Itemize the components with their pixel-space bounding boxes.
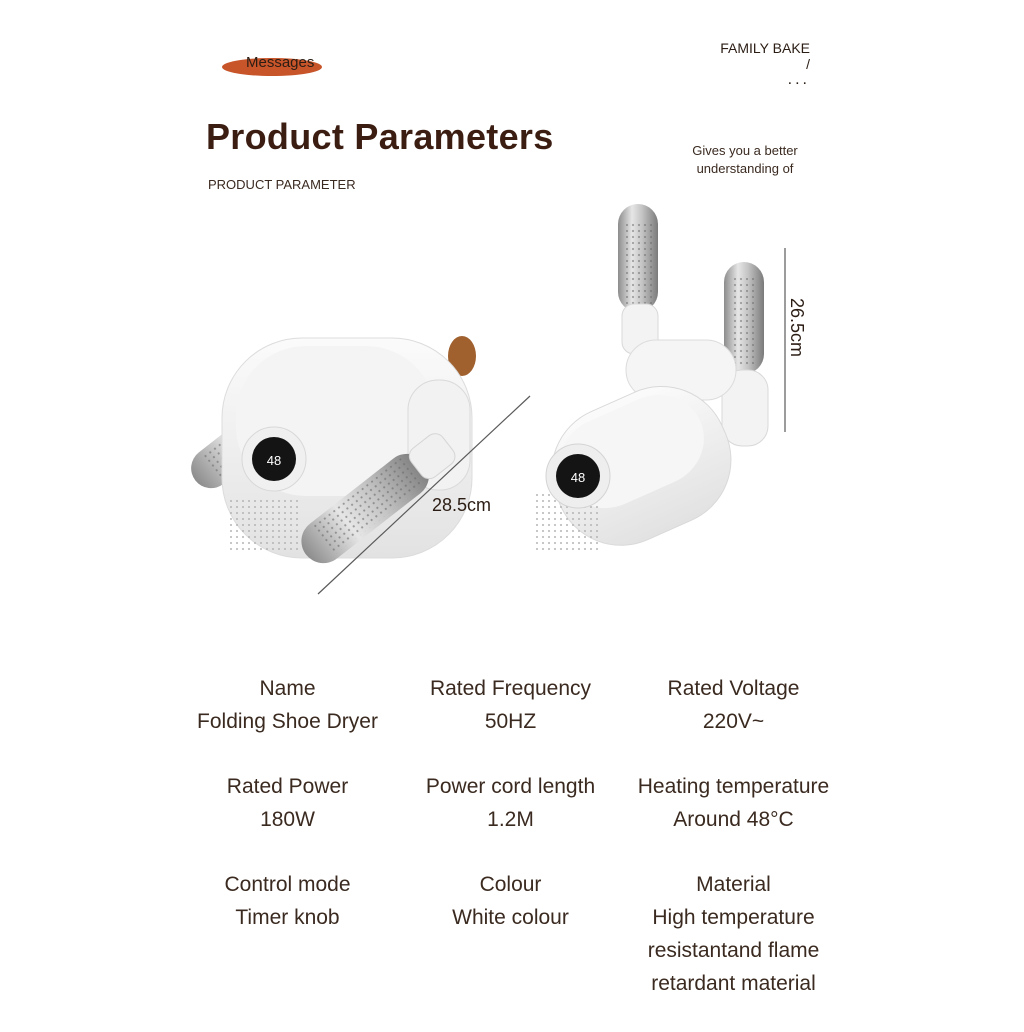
brand-dots: ...	[787, 71, 810, 88]
parameter-grid	[176, 672, 846, 1032]
param-label: Name	[259, 677, 316, 700]
param-rated-frequency	[399, 672, 622, 738]
messages-label[interactable]: Messages	[246, 54, 315, 71]
param-heating-temperature	[622, 770, 845, 836]
param-value: 180W	[260, 808, 315, 831]
param-value: 50HZ	[484, 710, 537, 733]
height-dimension-label: 26.5cm	[787, 298, 807, 358]
param-label: Colour	[479, 873, 542, 896]
param-value: 220V~	[702, 710, 765, 733]
unfolded-dryer	[531, 204, 768, 566]
param-label: Power cord length	[425, 775, 596, 798]
param-value: Timer knob	[235, 906, 340, 929]
intro-note-line1: Gives you a better	[692, 143, 798, 158]
param-name	[176, 672, 399, 738]
param-power-cord-length	[399, 770, 622, 836]
param-label: Rated Voltage	[667, 677, 800, 700]
param-label: Control mode	[224, 873, 351, 896]
display-readout-standing: 48	[570, 470, 586, 485]
vent-grille	[228, 500, 298, 550]
width-dimension-label: 28.5cm	[432, 495, 492, 515]
param-label: Heating temperature	[637, 775, 830, 798]
param-rated-voltage	[622, 672, 845, 738]
param-colour	[399, 868, 622, 1000]
param-value: 1.2M	[487, 808, 534, 831]
param-value-line: High temperature	[652, 906, 815, 929]
param-value: Around 48°C	[673, 808, 794, 831]
param-value: White colour	[452, 906, 569, 929]
param-material	[622, 868, 845, 1000]
param-label: Rated Frequency	[429, 677, 592, 700]
param-value-line: resistantand flame	[647, 939, 820, 962]
page-subtitle: PRODUCT PARAMETER	[208, 177, 356, 192]
param-row-2	[176, 770, 846, 836]
param-row-3	[176, 868, 846, 1000]
param-label: Material	[696, 873, 771, 896]
param-row-1	[176, 672, 846, 738]
brand-name: FAMILY BAKE	[720, 40, 810, 56]
display-readout: 48	[266, 453, 282, 468]
page-title: Product Parameters	[206, 116, 554, 157]
param-control-mode	[176, 868, 399, 1000]
folded-dryer	[183, 336, 476, 572]
param-label: Rated Power	[226, 775, 349, 798]
brand-slash: /	[806, 56, 810, 72]
param-rated-power	[176, 770, 399, 836]
intro-note-line2: understanding of	[696, 161, 794, 176]
param-value-line: retardant material	[651, 972, 816, 995]
param-value: Folding Shoe Dryer	[197, 710, 378, 733]
